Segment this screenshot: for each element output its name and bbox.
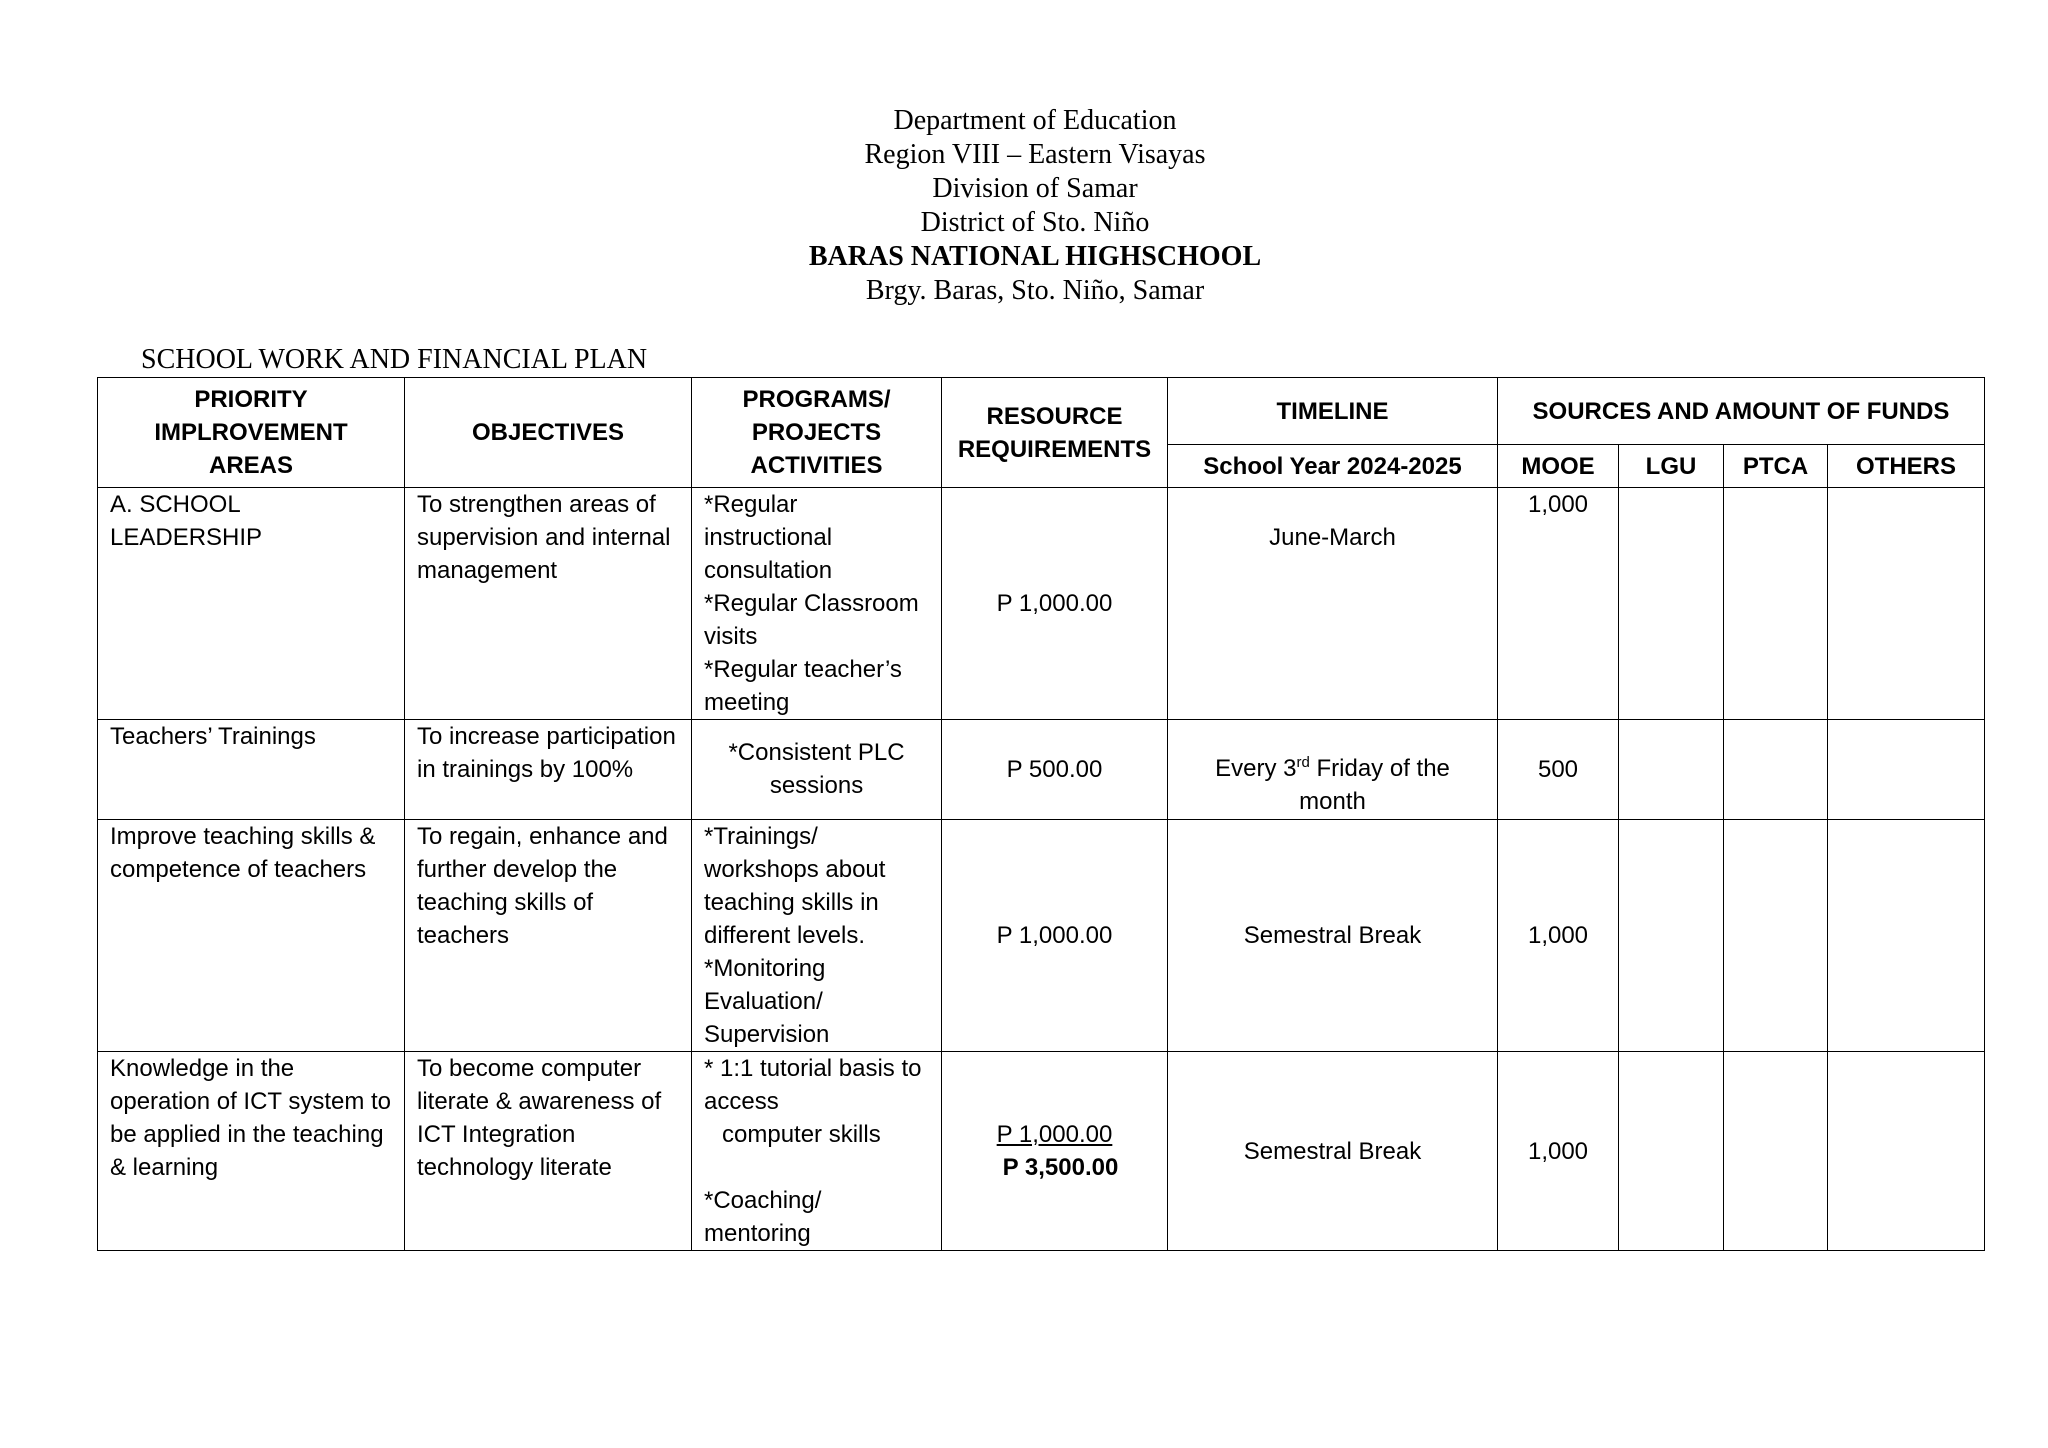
activity-item: * 1:1 tutorial basis to access [704,1055,922,1115]
lgu-cell [1619,820,1724,1052]
priority-area-cell: Knowledge in the operation of ICT system to be applied in the teaching & learning [98,1052,405,1251]
activity-item: *Monitoring Evaluation/ Supervision [704,955,830,1048]
resource-cell: P 500.00 [942,720,1168,820]
priority-area-cell: A. SCHOOL LEADERSHIP [98,488,405,720]
document-header [0,104,2048,308]
activities-cell [692,720,942,820]
header-school-name: BARAS NATIONAL HIGHSCHOOL [808,241,1262,272]
timeline-cell: Semestral Break [1168,1052,1498,1251]
resource-total: P 3,500.00 [1002,1154,1119,1181]
timeline-cell [1168,720,1498,820]
resource-cell: P 1,000.00 [942,820,1168,1052]
header-division: Division of Samar [932,173,1138,204]
resource-amount: P 1,000.00 [996,1121,1113,1148]
col-header-priority: PRIORITY IMPLROVEMENT AREAS [98,378,405,488]
priority-area-cell: Improve teaching skills & competence of teachers [98,820,405,1052]
timeline-ordinal-suffix: rd [1296,754,1310,771]
lgu-cell [1619,488,1724,720]
resource-cell [942,1052,1168,1251]
work-financial-plan-table [97,377,1985,1251]
resource-cell: P 1,000.00 [942,488,1168,720]
col-header-ptca: PTCA [1724,445,1828,488]
others-cell [1828,720,1985,820]
table-row [98,488,1985,720]
objective-cell: To regain, enhance and further develop the teaching skills of teachers [405,820,692,1052]
header-department: Department of Education [893,105,1177,136]
ptca-cell [1724,1052,1828,1251]
col-header-mooe: MOOE [1498,445,1619,488]
others-cell [1828,488,1985,720]
timeline-cell: June-March [1168,488,1498,720]
plan-title: SCHOOL WORK AND FINANCIAL PLAN [141,344,648,375]
objective-cell: To strengthen areas of supervision and internal management [405,488,692,720]
activity-item: *Regular Classroom visits [704,590,919,650]
activities-cell [692,1052,942,1251]
activity-item: *Coaching/ mentoring [704,1187,822,1247]
table-row [98,820,1985,1052]
header-region: Region VIII – Eastern Visayas [864,139,1206,170]
others-cell [1828,1052,1985,1251]
spacer [704,1151,929,1184]
lgu-cell [1619,720,1724,820]
col-header-objectives: OBJECTIVES [405,378,692,488]
ptca-cell [1724,820,1828,1052]
mooe-cell: 1,000 [1498,1052,1619,1251]
activity-item: *Trainings/ workshops about teaching skills in different levels. [704,823,886,949]
col-header-programs: PROGRAMS/ PROJECTS ACTIVITIES [692,378,942,488]
table-row [98,720,1985,820]
activity-item: *Regular teacher’s meeting [704,656,902,716]
objective-cell: To become computer literate & awareness of ICT Integration technology literate [405,1052,692,1251]
activity-item: *Consistent PLC sessions [728,739,905,799]
table-row [98,1052,1985,1251]
mooe-cell: 1,000 [1498,820,1619,1052]
ptca-cell [1724,720,1828,820]
activities-cell [692,488,942,720]
col-header-school-year: School Year 2024-2025 [1168,445,1498,488]
col-header-lgu: LGU [1619,445,1724,488]
activities-cell [692,820,942,1052]
others-cell [1828,820,1985,1052]
header-row [98,378,1985,445]
header-district: District of Sto. Niño [920,207,1150,238]
activity-item: *Regular instructional consultation [704,491,833,584]
header-school-address: Brgy. Baras, Sto. Niño, Samar [865,275,1205,306]
col-header-resources: RESOURCE REQUIREMENTS [942,378,1168,488]
mooe-cell: 1,000 [1498,488,1619,720]
col-header-sources: SOURCES AND AMOUNT OF FUNDS [1498,378,1985,445]
mooe-cell: 500 [1498,720,1619,820]
activity-item: computer skills [722,1121,881,1148]
objective-cell: To increase participation in trainings by 100% [405,720,692,820]
timeline-cell: Semestral Break [1168,820,1498,1052]
timeline-text: Every 3 [1215,755,1297,782]
priority-area-cell: Teachers’ Trainings [98,720,405,820]
ptca-cell [1724,488,1828,720]
timeline-text: Friday of the month [1299,755,1450,815]
col-header-timeline: TIMELINE [1168,378,1498,445]
lgu-cell [1619,1052,1724,1251]
col-header-others: OTHERS [1828,445,1985,488]
